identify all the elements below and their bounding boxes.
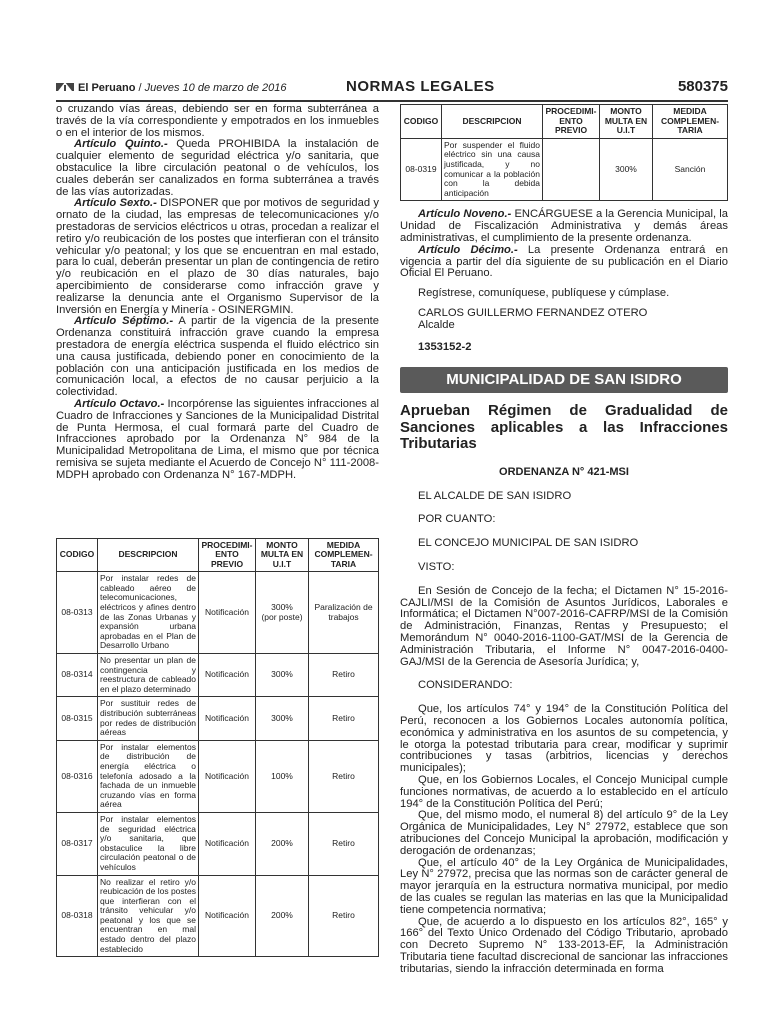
- visto-paragraph: En Sesión de Concejo de la fecha; el Dictamen N° 15-2016-CAJLI/MSI de la Comisión de Asuntos Jurídicos, Laborales e Informática; el Dictamen N°007-2016-CAFRP/MSI de la Comisión de Administración, Finanzas, Rentas y Presupuesto; el Memorándum N° 0040-2016-1100-GAT/MSI de la Gerencia de Administración Tributaria, el Informe N° 0047-2016-0400-GAJ/MSI de la Gerencia de Asesoría Jurídica; y,: [400, 584, 728, 668]
- procedure-cell: Notificación: [199, 875, 256, 957]
- code-cell: 08-0314: [57, 654, 98, 697]
- description-cell: Por instalar redes de cableado aéreo de telecomunicaciones, eléctricos y afines dentro de las Zonas Urbanas y expansión urbana aprobadas en el Plan de Desarrollo Urbano: [98, 572, 199, 654]
- document-number: 1353152-2: [418, 340, 472, 353]
- description-cell: Por sustituir redes de distribución subterráneas por redes de distribución aéreas: [98, 697, 199, 740]
- description-cell: Por instalar elementos de seguridad eléctrica y/o sanitaria, que obstaculice la libre circulación peatonal o de vehículos: [98, 812, 199, 875]
- page-number: 580375: [677, 78, 728, 95]
- procedure-cell: Notificación: [199, 812, 256, 875]
- table-row: [401, 138, 728, 201]
- infractions-table: [56, 538, 379, 958]
- table-row: [57, 572, 379, 654]
- fine-value: 300%: [271, 602, 293, 613]
- column-header: PROCEDIMI-ENTO PREVIO: [199, 538, 256, 572]
- measure-cell: Retiro: [309, 740, 379, 812]
- description-cell: Por instalar elementos de distribución de energía eléctrica o telefonía adosado a la fachada de un inmueble cruzando vías en forma aérea: [98, 740, 199, 812]
- considerando-paragraph: Que, los artículos 74° y 194° de la Constitución Política del Perú, reconocen a los Gobiernos Locales autonomía política, económica y administrativa en los asuntos de su competencia, y le otorga la potestad tributaria para crear, modificar y suprimir contribuciones y tasas (arbitrios, licencias y derechos municipales);: [400, 703, 728, 775]
- mayor-line: EL ALCALDE DE SAN ISIDRO: [418, 489, 572, 502]
- code-cell: 08-0315: [57, 697, 98, 740]
- article-noveno: [400, 209, 728, 244]
- column-header: MONTO MULTA EN U.I.T: [600, 105, 653, 139]
- considerando-paragraph: Que, del mismo modo, el numeral 8) del artículo 9° de la Ley Orgánica de Municipalidades, Ley N° 27972, establece que son atribuciones del Concejo Municipal la aprobación, modificación y derogación de ordenanzas;: [400, 809, 728, 857]
- description-cell: No presentar un plan de contingencia y reestructura de cableado en el plazo determinado: [98, 654, 199, 697]
- code-cell: 08-0319: [401, 138, 442, 201]
- measure-cell: Paralización de trabajos: [309, 572, 379, 654]
- column-header: MEDIDA COMPLEMEN-TARIA: [309, 538, 379, 572]
- column-header: CODIGO: [401, 105, 442, 139]
- el-peruano-logo-icon: [56, 81, 74, 93]
- article-decimo: [400, 245, 728, 280]
- article-text: A partir de la vigencia de la presente Ordenanza constituirá infracción grave cuando la empresa prestadora de energía eléctrica suspenda el fluido eléctrico sin una causa justificada, debiendo poner en conocimiento de la población con una anticipación justificada en los medios de comunicación local, a efectos de no causar perjuicio a la colectividad.: [56, 315, 379, 399]
- article-quinto: [56, 139, 379, 198]
- table-header-row: [401, 105, 728, 139]
- article-headline: Aprueban Régimen de Gradualidad de Sanciones aplicables a las Infracciones Tributarias: [400, 402, 728, 453]
- considerando-paragraph: Que, de acuerdo a lo dispuesto en los artículos 82°, 165° y 166° del Texto Único Ordenado del Código Tributario, aprobado con Decreto Supremo N° 133-2013-EF, la Administración Tributaria tiene facultad discrecional de sancionar las infracciones tributarias, siendo la infracción determinada en forma: [400, 915, 728, 975]
- header-left: El Peruano / Jueves 10 de marzo de 2016: [56, 81, 287, 94]
- fine-cell: 300%: [256, 654, 309, 697]
- left-column: [56, 104, 379, 1020]
- article-text: ENCÁRGUESE a la Gerencia Municipal, la Unidad de Fiscalización Administrativa y demás áreas administrativas, el cumplimiento de la presente ordenanza.: [400, 208, 728, 244]
- article-title: Artículo Décimo.-: [418, 243, 518, 256]
- measure-cell: Retiro: [309, 812, 379, 875]
- procedure-cell: Notificación: [199, 697, 256, 740]
- column-header: MONTO MULTA EN U.I.T: [256, 538, 309, 572]
- right-column: [400, 104, 728, 1020]
- measure-cell: Retiro: [309, 654, 379, 697]
- article-text: Incorpórense las siguientes infracciones al Cuadro de Infracciones y Sanciones de la Municipalidad Distrital de Punta Hermosa, el cual formará parte del Cuadro de Infracciones aprobado por la Ordenanza N° 984 de la Municipalidad Metropolitana de Lima, el mismo que por técnica remisiva se sujeta mediante el Acuerdo de Concejo N° 111-2008-MDPH aprobado con Ordenanza N° 167-MDPH.: [56, 397, 379, 481]
- article-title: Artículo Sexto.-: [74, 197, 157, 210]
- fine-cell: 300%: [600, 138, 653, 201]
- closing-formula: Regístrese, comuníquese, publíquese y cúmplase.: [418, 287, 670, 300]
- article-title: Artículo Quinto.-: [74, 138, 168, 151]
- section-title: NORMAS LEGALES: [346, 78, 495, 95]
- article-octavo: [56, 399, 379, 482]
- procedure-cell: Notificación: [199, 654, 256, 697]
- article-title: Artículo Octavo.-: [74, 397, 165, 410]
- signer-role: Alcalde: [418, 318, 455, 331]
- table-row: [57, 740, 379, 812]
- table-row: [57, 654, 379, 697]
- procedure-cell: Notificación: [199, 740, 256, 812]
- considerando-paragraph: Que, el artículo 40° de la Ley Orgánica de Municipalidades, Ley N° 27972, precisa que las normas son de carácter general de mayor jerarquía en la estructura normativa municipal, por medio de las cuales se regulan las materias en las que la Municipalidad tiene competencia normativa;: [400, 856, 728, 916]
- por-cuanto-line: POR CUANTO:: [418, 513, 496, 526]
- intro-paragraph: o cruzando vías áreas, debiendo ser en forma subterránea a través de la vía correspondiente y empotrados en los inmuebles o en el interior de los mismos.: [56, 104, 379, 139]
- article-text: DISPONER que por motivos de seguridad y ornato de la ciudad, las empresas de telecomunicaciones y/o prestadoras de servicios eléctricos u otras, procedan a realizar el retiro y/o reubicación de los postes que interfieran con el tránsito vehicular y/o peatonal; y los que se encuentran en mal estado, para lo cual, deberán presentar un plan de contingencia de retiro y/o reubicación en el plazo de 30 días naturales, bajo apercibimiento de considerarse como infracción grave y realizarse la denuncia ante el Organismo Supervisor de la Inversión en Energía y Minería - OSINERGMIN.: [56, 197, 379, 316]
- code-cell: 08-0313: [57, 572, 98, 654]
- infractions-table-continued: [400, 104, 728, 201]
- article-title: Artículo Séptimo.-: [74, 315, 174, 328]
- column-header: DESCRIPCION: [98, 538, 199, 572]
- fine-note: (por poste): [261, 611, 303, 622]
- considerando-paragraph: Que, en los Gobiernos Locales, el Concejo Municipal cumple funciones normativas, de acuerdo a lo establecido en el artículo 194° de la Constitución Política del Perú;: [400, 773, 728, 810]
- description-cell: No realizar el retiro y/o reubicación de los postes que interfieran con el tránsito vehicular y/o peatonal y los que se encuentran en mal estado dentro del plazo establecido: [98, 875, 199, 957]
- fine-cell: [256, 572, 309, 654]
- article-septimo: [56, 316, 379, 399]
- table-header-row: [57, 538, 379, 572]
- concejo-line: EL CONCEJO MUNICIPAL DE SAN ISIDRO: [418, 537, 639, 550]
- signer-name: CARLOS GUILLERMO FERNANDEZ OTERO: [418, 306, 648, 319]
- measure-cell: Sanción: [653, 138, 728, 201]
- considerando-heading: CONSIDERANDO:: [418, 679, 513, 692]
- article-title: Artículo Noveno.-: [418, 208, 512, 221]
- fine-cell: 200%: [256, 875, 309, 957]
- procedure-cell: Notificación: [199, 572, 256, 654]
- column-header: CODIGO: [57, 538, 98, 572]
- issue-date: Jueves 10 de marzo de 2016: [144, 82, 287, 94]
- fine-cell: 200%: [256, 812, 309, 875]
- code-cell: 08-0316: [57, 740, 98, 812]
- column-header: DESCRIPCION: [442, 105, 543, 139]
- visto-heading: VISTO:: [418, 561, 455, 573]
- article-text: Queda PROHIBIDA la instalación de cualquier elemento de seguridad eléctrica y/o sanitaria, que obstaculice la libre circulación peatonal o de vehículos, los cuales deberán ser canalizados en forma subterránea a través de las vías autorizadas.: [56, 138, 379, 198]
- column-header: PROCEDIMI-ENTO PREVIO: [543, 105, 600, 139]
- newspaper-name: El Peruano: [78, 82, 136, 94]
- description-cell: Por suspender el fluido eléctrico sin una causa justificada, y no comunicar a la población con la debida anticipación: [442, 138, 543, 201]
- table-row: [57, 697, 379, 740]
- ordinance-number: ORDENANZA N° 421-MSI: [499, 465, 629, 478]
- procedure-cell: [543, 138, 600, 201]
- table-row: [57, 875, 379, 957]
- code-cell: 08-0317: [57, 812, 98, 875]
- article-sexto: [56, 198, 379, 316]
- column-header: MEDIDA COMPLEMEN-TARIA: [653, 105, 728, 139]
- measure-cell: Retiro: [309, 875, 379, 957]
- code-cell: 08-0318: [57, 875, 98, 957]
- fine-cell: 300%: [256, 697, 309, 740]
- article-text: La presente Ordenanza entrará en vigencia a partir del día siguiente de su publicación en el Diario Oficial El Peruano.: [400, 243, 728, 280]
- table-row: [57, 812, 379, 875]
- page-header: [56, 80, 728, 102]
- fine-cell: 100%: [256, 740, 309, 812]
- measure-cell: Retiro: [309, 697, 379, 740]
- institution-band: MUNICIPALIDAD DE SAN ISIDRO: [400, 367, 728, 393]
